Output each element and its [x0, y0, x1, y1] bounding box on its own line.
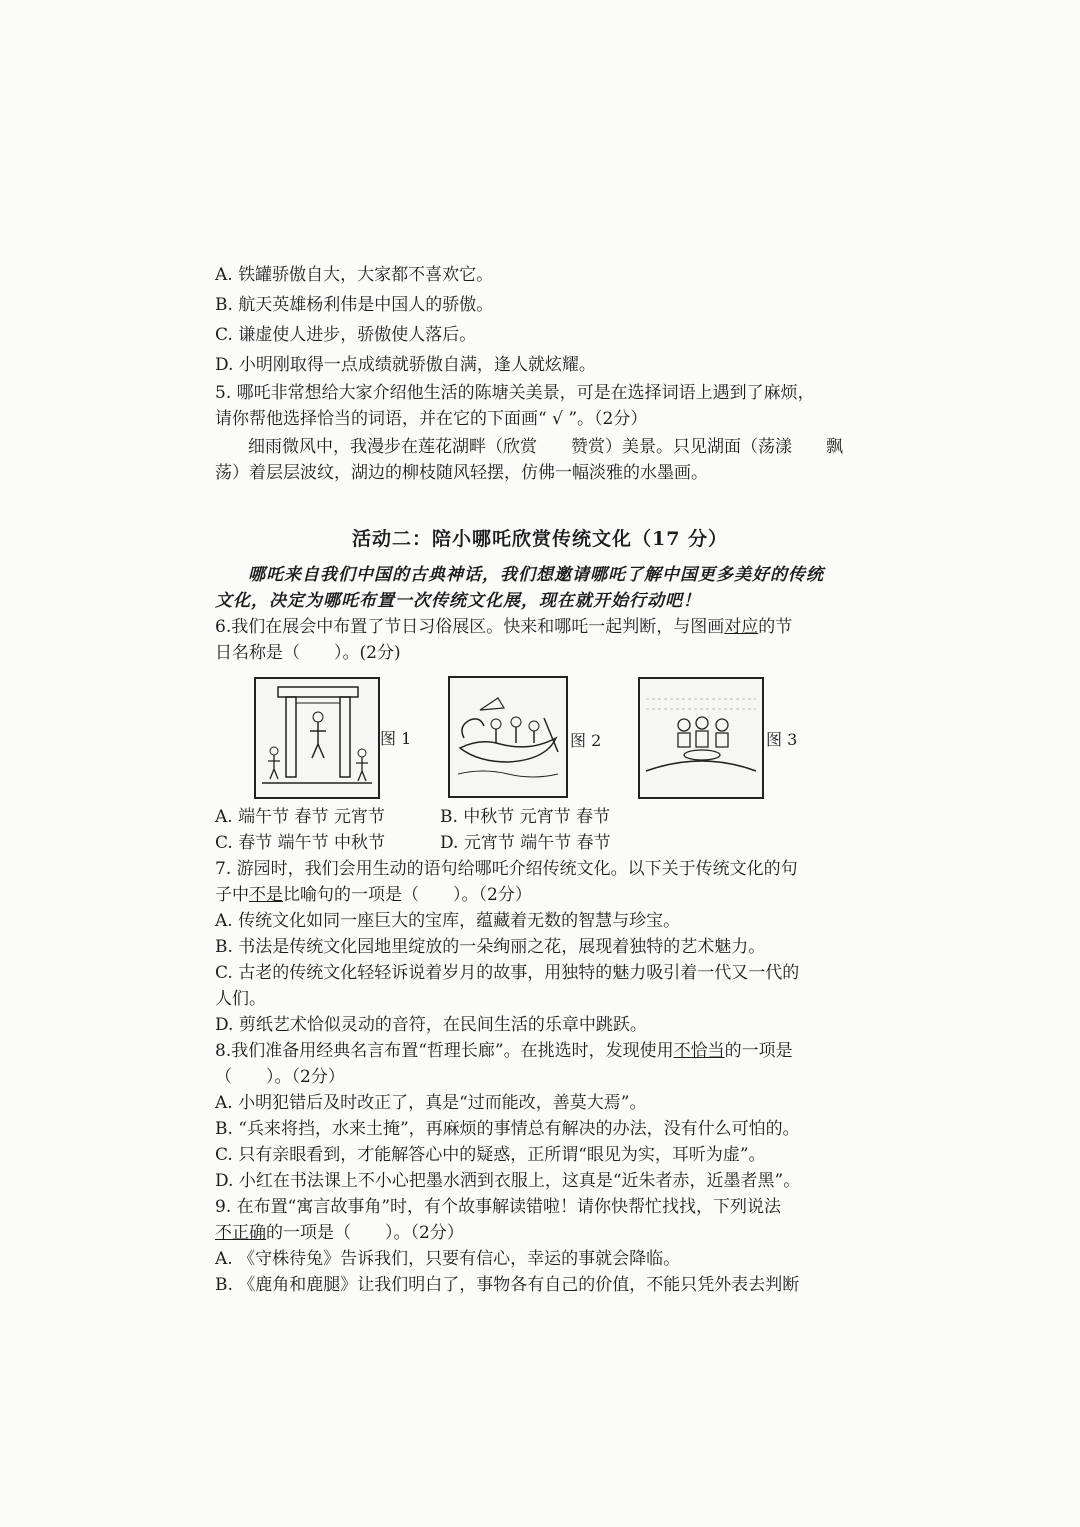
q5-passage-line1: 细雨微风中，我漫步在莲花湖畔（欣赏 赞赏）美景。只见湖面（荡漾 飘	[248, 437, 843, 457]
q6-text-b: 的节	[758, 617, 793, 637]
q9-option-a: A. 《守株待兔》告诉我们，只要有信心，幸运的事就会降临。	[215, 1249, 681, 1269]
section-intro-line2: 文化，决定为哪吒布置一次传统文化展，现在就开始行动吧！	[215, 591, 701, 611]
q7-underlined-word: 不是	[249, 885, 283, 905]
q6-option-d: D. 元宵节 端午节 春节	[440, 833, 611, 853]
q7-question-line2	[215, 884, 865, 906]
q8-option-b: B. “兵来将挡，水来土掩”，再麻烦的事情总有解决的办法，没有什么可怕的。	[215, 1119, 800, 1139]
q7-option-c-line1: C. 古老的传统文化轻轻诉说着岁月的故事，用独特的魅力吸引着一代又一代的	[215, 963, 800, 983]
q8-text-a: 8.我们准备用经典名言布置“哲理长廊”。在挑选时，发现使用	[215, 1041, 674, 1061]
q8-option-d: D. 小红在书法课上不小心把墨水洒到衣服上，这真是“近朱者赤，近墨者黑”。	[215, 1171, 801, 1191]
figure-1-drawing	[256, 679, 378, 797]
q9-option-b: B. 《鹿角和鹿腿》让我们明白了，事物各有自己的价值，不能只凭外表去判断	[215, 1275, 800, 1295]
figure-2-drawing	[450, 678, 566, 796]
q7-text-b: 比喻句的一项是（ ）。（2分）	[283, 885, 532, 905]
q8-underlined-word: 不恰当	[673, 1041, 725, 1061]
q4-option-b: B. 航天英雄杨利伟是中国人的骄傲。	[215, 295, 494, 315]
q7-question-line1: 7. 游园时，我们会用生动的语句给哪吒介绍传统文化。以下关于传统文化的句	[215, 859, 798, 879]
q7-option-d: D. 剪纸艺术恰似灵动的音符，在民间生活的乐章中跳跃。	[215, 1015, 647, 1035]
q5-question-line1: 5. 哪吒非常想给大家介绍他生活的陈塘关美景，可是在选择词语上遇到了麻烦，	[215, 383, 815, 403]
q7-option-c-line2: 人们。	[215, 989, 266, 1009]
figure-2-label: 图 2	[570, 731, 602, 750]
q6-option-b: B. 中秋节 元宵节 春节	[440, 807, 611, 827]
figure-1-image	[254, 677, 380, 799]
q6-option-c: C. 春节 端午节 中秋节	[215, 833, 386, 853]
figure-3-drawing	[640, 679, 762, 797]
q9-question-line2	[215, 1222, 865, 1244]
q4-option-c: C. 谦虚使人进步，骄傲使人落后。	[215, 325, 477, 345]
q7-option-a: A. 传统文化如同一座巨大的宝库，蕴藏着无数的智慧与珍宝。	[215, 911, 681, 931]
figure-3-image	[638, 677, 764, 799]
q8-text-b: 的一项是	[724, 1041, 793, 1061]
q6-underlined-word: 对应	[724, 617, 759, 637]
q4-option-a: A. 铁罐骄傲自大，大家都不喜欢它。	[215, 265, 494, 285]
figure-1-label: 图 1	[380, 729, 412, 748]
q6-question-line1	[215, 616, 865, 638]
q9-underlined-word: 不正确	[215, 1223, 266, 1243]
q9-text-b: 的一项是（ ）。（2分）	[266, 1223, 464, 1243]
q5-passage-line2: 荡）着层层波纹，湖边的柳枝随风轻摆，仿佛一幅淡雅的水墨画。	[215, 463, 708, 483]
q5-question-line2: 请你帮他选择恰当的词语，并在它的下面画“ √ ”。（2分）	[215, 409, 648, 429]
q6-text-a: 6.我们在展会中布置了节日习俗展区。快来和哪吒一起判断，与图画	[215, 617, 725, 637]
q8-option-c: C. 只有亲眼看到，才能解答心中的疑惑，正所谓“眼见为实，耳听为虚”。	[215, 1145, 766, 1165]
q8-option-a: A. 小明犯错后及时改正了，真是“过而能改，善莫大焉”。	[215, 1093, 647, 1113]
q6-option-a: A. 端午节 春节 元宵节	[215, 807, 385, 827]
section-intro-line1: 哪吒来自我们中国的古典神话，我们想邀请哪吒了解中国更多美好的传统	[248, 565, 824, 585]
q6-question-line2: 日名称是（ ）。(2分)	[215, 643, 401, 663]
q8-question-line2: （ ）。（2分）	[215, 1067, 345, 1087]
q8-question-line1	[215, 1040, 865, 1062]
section-title: 活动二：陪小哪吒欣赏传统文化（17 分）	[351, 528, 729, 550]
figure-2-image	[448, 676, 568, 798]
q9-question-line1: 9. 在布置“寓言故事角”时，有个故事解读错啦！请你快帮忙找找，下列说法	[215, 1197, 782, 1217]
q7-text-a: 子中	[215, 885, 249, 905]
q4-option-d: D. 小明刚取得一点成绩就骄傲自满，逢人就炫耀。	[215, 355, 596, 375]
figure-3-label: 图 3	[766, 730, 798, 749]
q7-option-b: B. 书法是传统文化园地里绽放的一朵绚丽之花，展现着独特的艺术魅力。	[215, 937, 766, 957]
